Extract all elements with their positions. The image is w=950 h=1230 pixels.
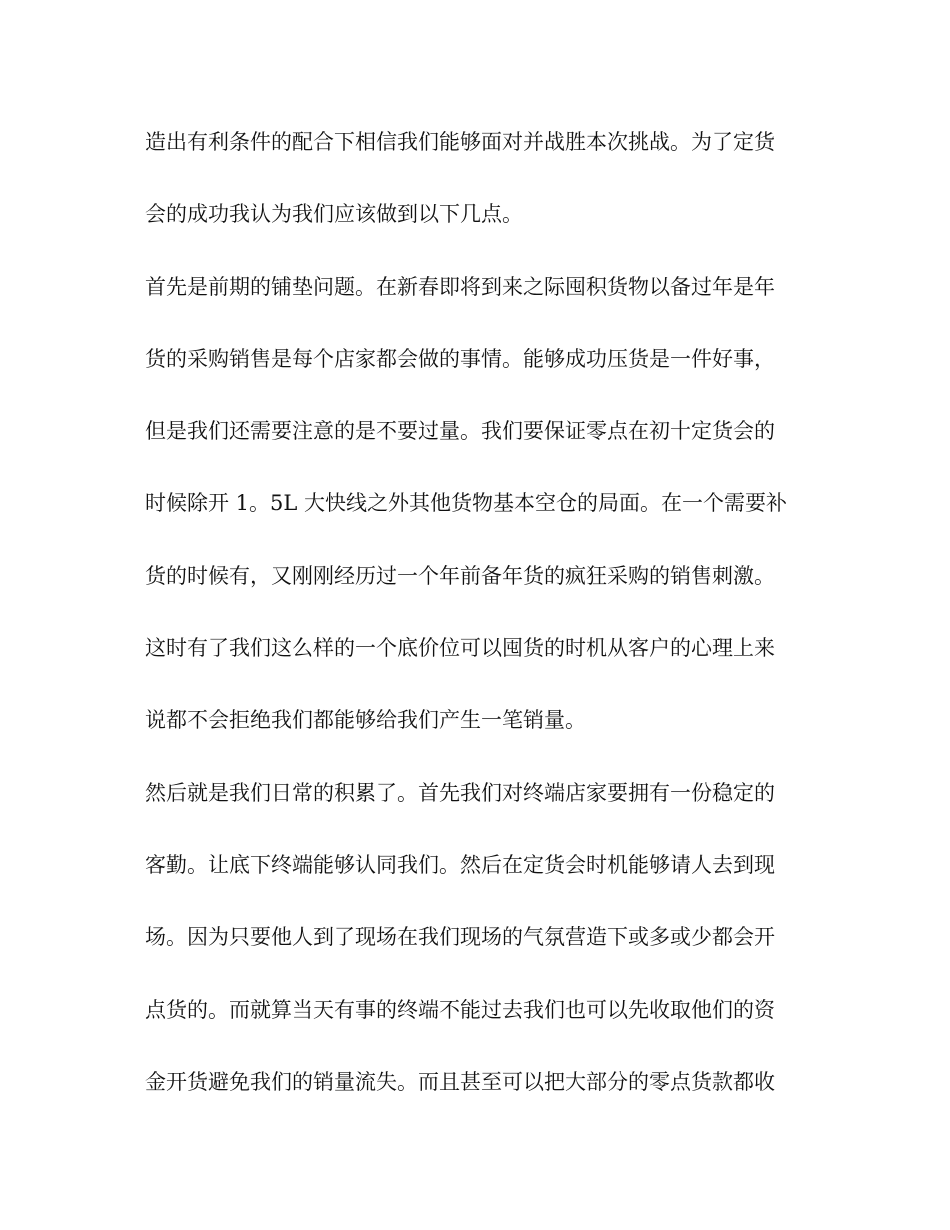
body-text (145, 124, 810, 1136)
text-line: 首先是前期的铺垫问题。在新春即将到来之际囤积货物以备过年是年 (145, 274, 775, 299)
text-line: 时候除开 1。5L 大快线之外其他货物基本空仓的局面。在一个需要补 (145, 491, 788, 516)
text-line: 这时有了我们这么样的一个底价位可以囤货的时机从客户的心理上来 (145, 636, 775, 661)
text-line: 会的成功我认为我们应该做到以下几点。 (145, 202, 523, 227)
text-line: 客勤。让底下终端能够认同我们。然后在定货会时机能够请人去到现 (145, 852, 775, 877)
text-line: 货的采购销售是每个店家都会做的事情。能够成功压货是一件好事， (145, 346, 775, 371)
text-line: 金开货避免我们的销量流失。而且甚至可以把大部分的零点货款都收 (145, 1069, 775, 1094)
text-line: 然后就是我们日常的积累了。首先我们对终端店家要拥有一份稳定的 (145, 780, 775, 805)
text-line: 但是我们还需要注意的是不要过量。我们要保证零点在初十定货会的 (145, 419, 775, 444)
text-line: 说都不会拒绝我们都能够给我们产生一笔销量。 (145, 708, 586, 733)
text-line: 场。因为只要他人到了现场在我们现场的气氛营造下或多或少都会开 (145, 925, 775, 950)
text-line: 造出有利条件的配合下相信我们能够面对并战胜本次挑战。为了定货 (145, 130, 775, 154)
text-line: 点货的。而就算当天有事的终端不能过去我们也可以先收取他们的资 (145, 997, 775, 1022)
text-line: 货的时候有，又刚刚经历过一个年前备年货的疯狂采购的销售刺激。 (145, 563, 775, 588)
